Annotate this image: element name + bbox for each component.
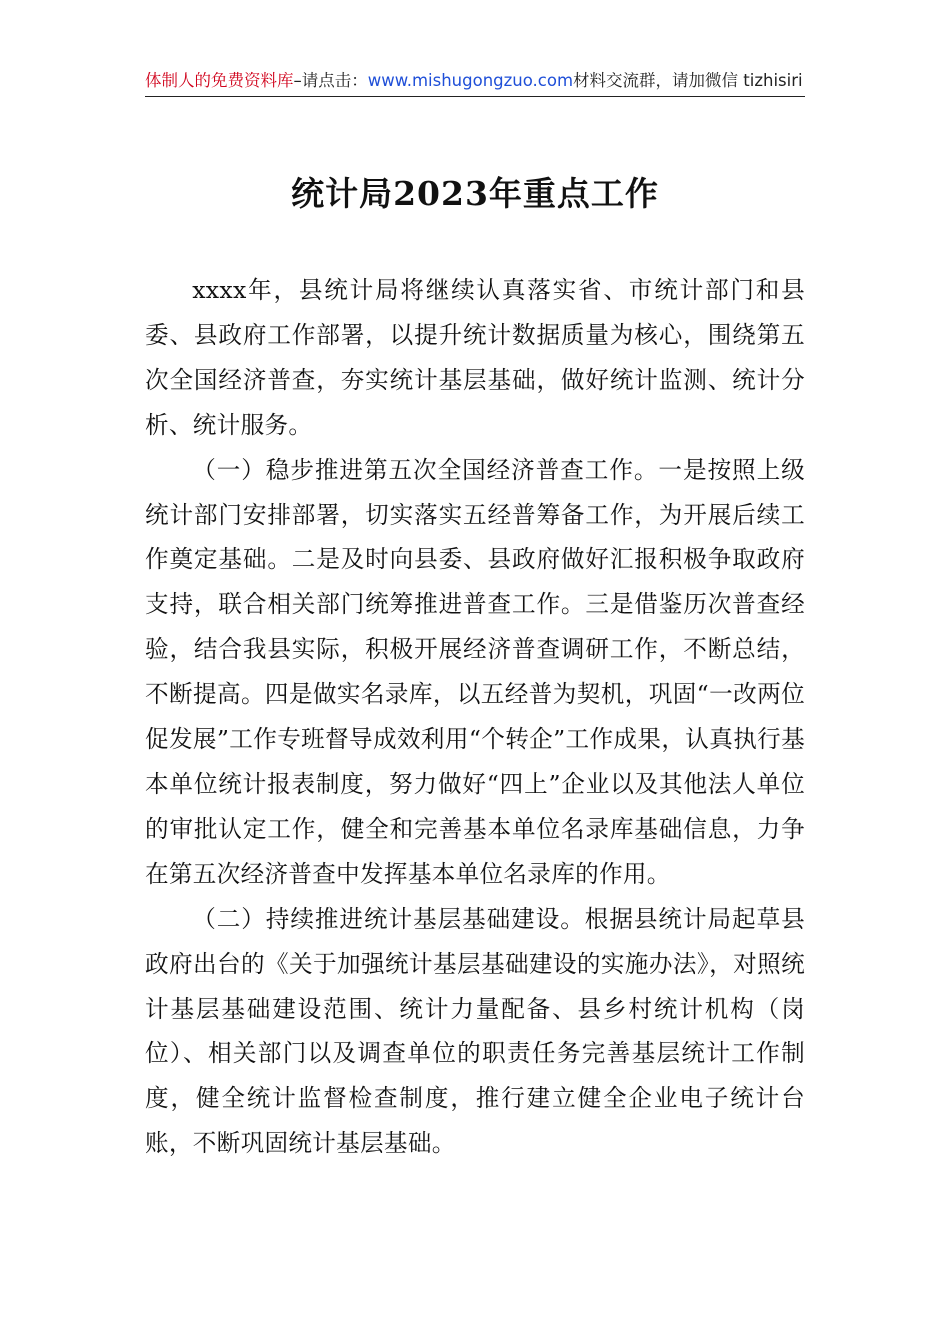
header-brand: 体制人的免费资料库 (145, 71, 294, 90)
paragraph-section-1: （一）稳步推进第五次全国经济普查工作。一是按照上级统计部门安排部署，切实落实五经普筹备工作，为开展后续工作奠定基础。二是及时向县委、县政府做好汇报积极争取政府支持，联合相关部门统筹推进普查工作。三是借鉴历次普查经验，结合我县实际，积极开展经济普查调研工作，不断总结，不断提高。四是做实名录库，以五经普为契机，巩固“一改两位促发展”工作专班督导成效利用“个转企”工作成果，认真执行基本单位统计报表制度，努力做好“四上”企业以及其他法人单位的审批认定工作，健全和完善基本单位名录库基础信息，力争在第五次经济普查中发挥基本单位名录库的作用。 (145, 455, 805, 888)
page-header (145, 66, 805, 97)
header-group-info: 材料交流群，请加微信 tizhisiri (573, 71, 803, 90)
header-prompt: –请点击： (293, 71, 368, 90)
paragraph-section-2: （二）持续推进统计基层基础建设。根据县统计局起草县政府出台的《关于加强统计基层基础建设的实施办法》，对照统计基层基础建设范围、统计力量配备、县乡村统计机构（岗位）、相关部门以及调查单位的职责任务完善基层统计工作制度，健全统计监督检查制度，推行建立健全企业电子统计台账，不断巩固统计基层基础。 (145, 904, 805, 1158)
document-title: 统计局2023年重点工作 (291, 174, 659, 213)
paragraph-intro: xxxx年，县统计局将继续认真落实省、市统计部门和县委、县政府工作部署，以提升统计数据质量为核心，围绕第五次全国经济普查，夯实统计基层基础，做好统计监测、统计分析、统计服务。 (145, 276, 805, 439)
document-body (145, 268, 805, 1166)
header-url-link[interactable]: www.mishugongzuo.com (367, 71, 574, 90)
